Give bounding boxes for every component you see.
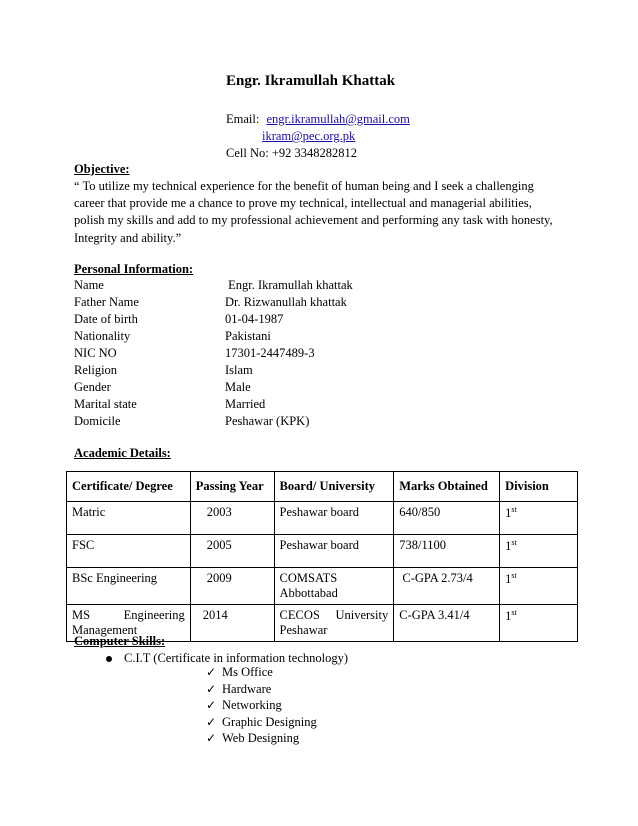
- list-item: [206, 682, 317, 699]
- email-link-2[interactable]: ikram@pec.org.pk: [262, 129, 356, 143]
- division-value: 1: [505, 506, 512, 521]
- info-value: 01-04-1987: [225, 312, 284, 326]
- table-row: [67, 568, 578, 605]
- info-value: Male: [225, 380, 251, 394]
- info-value: Islam: [225, 363, 253, 377]
- degree-cell: Matric: [67, 502, 191, 535]
- email-line-2: [262, 129, 355, 144]
- checkmark-icon: ✓: [206, 698, 217, 713]
- skill-label: Hardware: [222, 681, 272, 696]
- info-label: Domicile: [74, 414, 121, 428]
- table-row: [67, 502, 578, 535]
- division-suffix: st: [511, 571, 517, 580]
- degree-cell: BSc Engineering: [67, 568, 191, 605]
- info-row-gender: [74, 380, 554, 397]
- info-label: Religion: [74, 363, 118, 377]
- skills-checklist: [206, 665, 317, 748]
- division-value: 1: [505, 539, 512, 554]
- email-label: Email:: [226, 112, 260, 126]
- division-cell: [500, 502, 578, 535]
- marks-cell: 738/1100: [394, 535, 500, 568]
- info-label: Gender: [74, 380, 111, 394]
- degree-cell: MS Engineering Management: [67, 605, 191, 642]
- info-row-name: [74, 278, 554, 295]
- division-value: 1: [505, 609, 512, 624]
- personal-info-heading: Personal Information:: [74, 262, 194, 276]
- computer-skills-heading: Computer Skills:: [74, 634, 166, 648]
- table-row: [67, 535, 578, 568]
- objective-line: Integrity and ability.”: [74, 230, 182, 245]
- info-row-nationality: [74, 329, 554, 346]
- year-cell: 2009: [190, 568, 274, 605]
- info-value: Dr. Rizwanullah khattak: [225, 295, 347, 309]
- year-cell: 2003: [190, 502, 274, 535]
- board-cell: CECOS University Peshawar: [274, 605, 394, 642]
- info-row-religion: [74, 363, 554, 380]
- division-suffix: st: [511, 538, 517, 547]
- academic-table: [66, 471, 578, 642]
- checkmark-icon: ✓: [206, 731, 217, 746]
- column-header: Division: [500, 472, 578, 502]
- info-row-father-name: [74, 295, 554, 312]
- objective-line: “ To utilize my technical experience for the benefit of human being and I seek a challenging: [74, 179, 534, 193]
- skill-label: Web Designing: [222, 731, 300, 746]
- checkmark-icon: ✓: [206, 665, 217, 679]
- skill-label: Graphic Designing: [222, 714, 317, 729]
- email-line-1: [226, 112, 410, 127]
- objective-text: [74, 178, 564, 247]
- academic-heading: Academic Details:: [74, 446, 171, 460]
- info-value: Engr. Ikramullah khattak: [225, 278, 353, 292]
- board-cell: Peshawar board: [274, 535, 394, 568]
- year-cell: 2005: [190, 535, 274, 568]
- column-header: Certificate/ Degree: [67, 472, 191, 502]
- column-header: Passing Year: [190, 472, 274, 502]
- degree-cell: FSC: [67, 535, 191, 568]
- list-item: [206, 715, 317, 732]
- checkmark-icon: ✓: [206, 681, 217, 696]
- info-row-nic: [74, 346, 554, 363]
- info-value: Peshawar (KPK): [225, 414, 310, 428]
- checkmark-icon: ✓: [206, 714, 217, 729]
- info-row-marital: [74, 397, 554, 414]
- cit-bullet-item: [106, 651, 348, 666]
- cell-number: Cell No: +92 3348282812: [226, 146, 358, 160]
- info-label: Name: [74, 278, 104, 292]
- board-cell: COMSATS Abbottabad: [274, 568, 394, 605]
- board-cell: Peshawar board: [274, 502, 394, 535]
- marks-cell: C-GPA 2.73/4: [394, 568, 500, 605]
- division-suffix: st: [511, 608, 517, 617]
- info-row-dob: [74, 312, 554, 329]
- info-value: Pakistani: [225, 329, 271, 343]
- bullet-text: C.I.T (Certificate in information technology): [124, 651, 349, 665]
- list-item: [206, 665, 317, 682]
- info-label: Date of birth: [74, 312, 138, 326]
- info-row-domicile: [74, 414, 554, 431]
- division-cell: [500, 535, 578, 568]
- objective-heading: Objective:: [74, 162, 130, 176]
- year-cell: 2014: [190, 605, 274, 642]
- list-item: [206, 731, 317, 748]
- column-header: Board/ University: [274, 472, 394, 502]
- info-label: Marital state: [74, 397, 137, 411]
- bullet-icon: [106, 656, 112, 662]
- objective-line: career that provide me a chance to prove my technical, intellectual and managerial abilities,: [74, 196, 532, 211]
- division-value: 1: [505, 572, 512, 587]
- division-cell: [500, 605, 578, 642]
- skill-label: Ms Office: [222, 665, 273, 679]
- column-header: Marks Obtained: [394, 472, 500, 502]
- table-header-row: [67, 472, 578, 502]
- info-value: 17301-2447489-3: [225, 346, 315, 360]
- list-item: [206, 698, 317, 715]
- info-value: Married: [225, 397, 266, 411]
- info-label: Nationality: [74, 329, 131, 343]
- info-label: Father Name: [74, 295, 139, 309]
- email-link-1[interactable]: engr.ikramullah@gmail.com: [266, 112, 410, 126]
- division-cell: [500, 568, 578, 605]
- candidate-name: Engr. Ikramullah Khattak: [226, 73, 396, 89]
- marks-cell: C-GPA 3.41/4: [394, 605, 500, 642]
- division-suffix: st: [511, 505, 517, 514]
- info-label: NIC NO: [74, 346, 117, 360]
- objective-line: polish my skills and add to my professional achievement and performing any task with honesty,: [74, 213, 553, 228]
- skill-label: Networking: [222, 698, 282, 713]
- marks-cell: 640/850: [394, 502, 500, 535]
